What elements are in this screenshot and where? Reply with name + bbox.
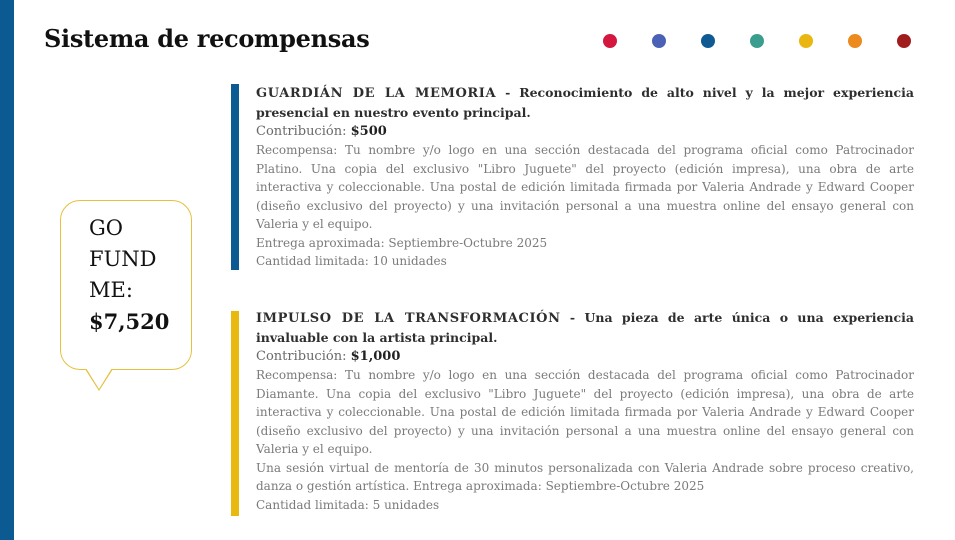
dot-indigo	[652, 34, 666, 48]
tier-2-contribution: Contribución: $1,000	[256, 349, 401, 364]
bubble-line-1: GO	[89, 216, 123, 240]
tier-2-accent-bar	[231, 311, 239, 516]
tier-1-accent-bar	[231, 84, 239, 270]
tier-2-limit: Cantidad limitada: 5 unidades	[256, 497, 440, 512]
dot-navy	[701, 34, 715, 48]
tier-1-tagline: Reconocimiento de alto nivel y la mejor experiencia presencial en nuestro evento principal.	[256, 85, 914, 120]
bubble-line-3: ME:	[89, 278, 133, 302]
tier-1-limit: Cantidad limitada: 10 unidades	[256, 254, 447, 268]
dot-yellow	[799, 34, 813, 48]
gofundme-amount: $7,520	[89, 309, 170, 334]
dot-red	[603, 34, 617, 48]
tier-2-block	[256, 308, 914, 514]
gofundme-text	[89, 213, 184, 337]
tier-1-delivery: Entrega aproximada: Septiembre-Octubre 2025	[256, 235, 548, 250]
bubble-line-2: FUND	[89, 247, 157, 271]
dot-teal	[750, 34, 764, 48]
tier-2-reward: Recompensa: Tu nombre y/o logo en una sección destacada del programa oficial como Patrocinador Diamante. Una copia del exclusivo "Libro Juguete" del proyecto (edición impresa), una obra de arte interactiva y coleccionable. Una postal de edición limitada firmada por Valeria Andrade y Edward Cooper (diseño exclusivo del proyecto) y una invitación personal a una muestra online del ensayo general con Valeria y el equipo.	[256, 368, 914, 456]
tier-1-contribution-value: $500	[350, 124, 387, 139]
tier-1-reward: Recompensa: Tu nombre y/o logo en una sección destacada del programa oficial como Patrocinador Platino. Una copia del exclusivo "Libro Juguete" del proyecto (edición impresa), una obra de arte interactiva y coleccionable. Una postal de edición limitada firmada por Valeria Andrade y Edward Cooper (diseño exclusivo del proyecto) y una invitación personal a una muestra online del ensayo general con Valeria y el equipo.	[256, 143, 914, 231]
dot-orange	[848, 34, 862, 48]
tier-1-contribution: Contribución: $500	[256, 124, 387, 139]
dot-darkred	[897, 34, 911, 48]
tier-2-name: IMPULSO DE LA TRANSFORMACIÓN	[256, 311, 561, 326]
tier-1-name: GUARDIÁN DE LA MEMORIA	[256, 86, 497, 101]
tier-2-heading: IMPULSO DE LA TRANSFORMACIÓN - Una pieza de arte única o una experiencia invaluable con la artista principal.	[256, 310, 914, 345]
tier-1-heading: GUARDIÁN DE LA MEMORIA - Reconocimiento de alto nivel y la mejor experiencia presencial en nuestro evento principal.	[256, 85, 914, 120]
tier-1-block	[256, 83, 914, 271]
color-dots	[600, 34, 920, 48]
left-accent-bar	[0, 0, 14, 540]
tier-2-contribution-value: $1,000	[350, 349, 401, 364]
tier-2-tagline: Una pieza de arte única o una experiencia invaluable con la artista principal.	[256, 310, 914, 345]
tier-2-extra: Una sesión virtual de mentoría de 30 minutos personalizada con Valeria Andrade sobre proceso creativo, danza o gestión artística. Entrega aproximada: Septiembre-Octubre 2025	[256, 460, 914, 493]
page-title: Sistema de recompensas	[44, 24, 370, 53]
